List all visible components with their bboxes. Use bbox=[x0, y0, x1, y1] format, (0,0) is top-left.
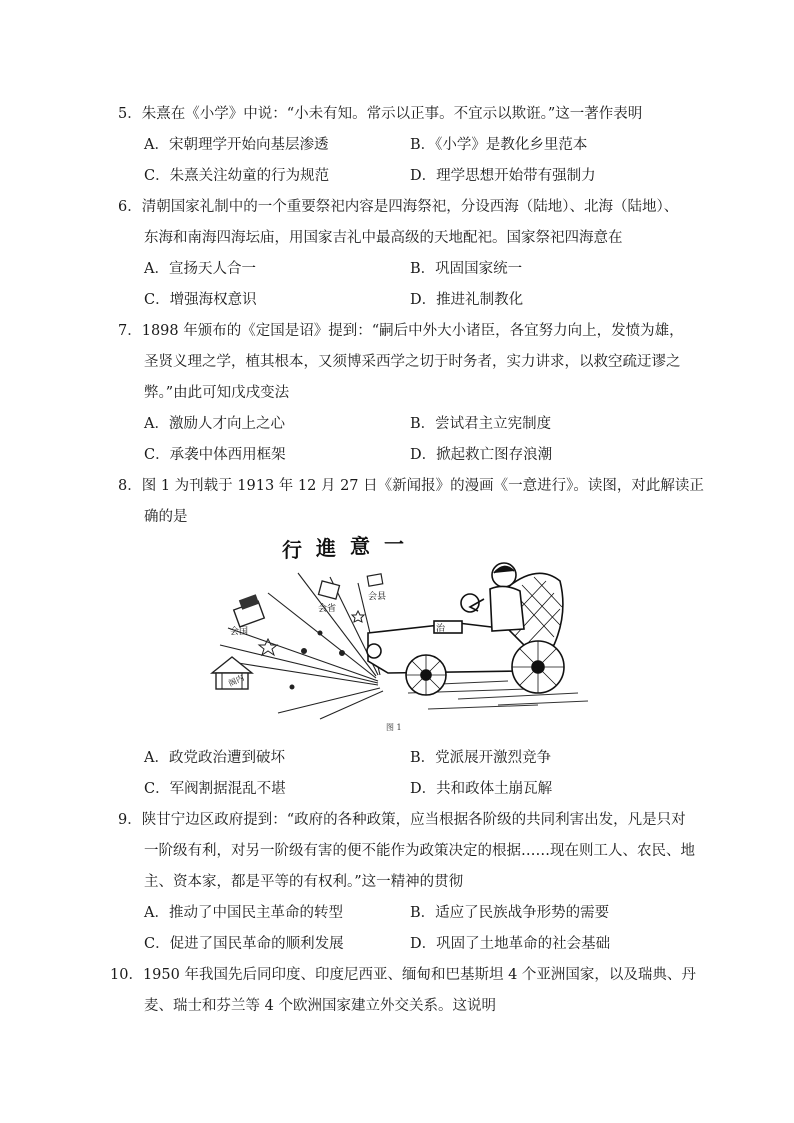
cartoon-title-char: 進 bbox=[316, 536, 336, 560]
question-stem: 主、资本家，都是平等的有权利。”这一精神的贯彻 bbox=[144, 874, 464, 890]
option-b: B．党派展开激烈竞争 bbox=[410, 750, 552, 766]
option-a: A．激励人才向上之心 bbox=[144, 416, 285, 432]
option-d: D．理学思想开始带有强制力 bbox=[410, 168, 596, 184]
label-xianhui: 会县 bbox=[368, 592, 387, 602]
debris-guohui bbox=[230, 594, 264, 637]
cartoon-title-char: 意 bbox=[350, 534, 370, 558]
label-neige: 阁内 bbox=[227, 673, 246, 689]
question-stem: 一阶级有利，对另一阶级有害的便不能作为政策决定的根据……现在则工人、农民、地 bbox=[144, 843, 695, 859]
cartoon-title-char: 一 bbox=[384, 533, 404, 556]
cartoon-illustration bbox=[208, 533, 590, 723]
star-marks bbox=[259, 611, 364, 689]
question-stem: 弊。”由此可知戊戌变法 bbox=[144, 385, 290, 401]
debris-neige bbox=[212, 657, 252, 689]
option-b: B．巩固国家统一 bbox=[410, 261, 523, 277]
option-d: D．推进礼制教化 bbox=[410, 292, 524, 308]
label-guohui: 会国 bbox=[230, 627, 249, 637]
option-b: B．《小学》是教化乡里范本 bbox=[410, 137, 588, 153]
question-stem: 圣贤义理之学，植其根本，又须博采西学之切于时务者，实力讲求，以救空疏迂谬之 bbox=[144, 354, 681, 370]
option-a: A．宋朝理学开始向基层渗透 bbox=[144, 137, 329, 153]
option-c: C．承袭中体西用框架 bbox=[144, 447, 286, 463]
cartoon-title-char: 行 bbox=[282, 538, 302, 562]
question-stem: 确的是 bbox=[144, 509, 188, 525]
option-b: B．尝试君主立宪制度 bbox=[410, 416, 552, 432]
question-stem: 5．朱熹在《小学》中说：“小未有知。常示以正事。不宜示以欺诳。”这一著作表明 bbox=[118, 106, 643, 122]
option-d: D．巩固了土地革命的社会基础 bbox=[410, 936, 611, 952]
option-c: C．朱熹关注幼童的行为规范 bbox=[144, 168, 330, 184]
option-a: A．推动了中国民主革命的转型 bbox=[144, 905, 343, 921]
debris-xianhui bbox=[367, 574, 386, 602]
cartoon-figure bbox=[208, 533, 590, 741]
question-stem: 8．图 1 为刊载于 1913 年 12 月 27 日《新闻报》的漫画《一意进行》。读图，对此解读正 bbox=[118, 478, 704, 494]
label-shenghui: 会省 bbox=[318, 604, 337, 614]
option-b: B．适应了民族战争形势的需要 bbox=[410, 905, 610, 921]
speed-lines bbox=[220, 573, 383, 719]
option-c: C．增强海权意识 bbox=[144, 292, 257, 308]
option-a: A．宣扬天人合一 bbox=[144, 261, 256, 277]
question-stem: 7．1898 年颁布的《定国是诏》提到：“嗣后中外大小诸臣，各宜努力向上，发愤为雄， bbox=[118, 323, 684, 339]
question-stem: 9．陕甘宁边区政府提到：“政府的各种政策，应当根据各阶级的共同利害出发，凡是只对 bbox=[118, 812, 686, 828]
option-c: C．促进了国民革命的顺利发展 bbox=[144, 936, 344, 952]
figure-caption: 图 1 bbox=[386, 723, 402, 732]
car bbox=[367, 563, 564, 695]
question-stem: 麦、瑞士和芬兰等 4 个欧洲国家建立外交关系。这说明 bbox=[144, 998, 496, 1014]
option-d: D．掀起救亡图存浪潮 bbox=[410, 447, 553, 463]
option-d: D．共和政体土崩瓦解 bbox=[410, 781, 553, 797]
debris-shenghui bbox=[318, 581, 340, 614]
question-stem: 10．1950 年我国先后同印度、印度尼西亚、缅甸和巴基斯坦 4 个亚洲国家，以及瑞典、丹 bbox=[110, 967, 696, 983]
question-stem: 6．清朝国家礼制中的一个重要祭祀内容是四海祭祀，分设西海（陆地）、北海（陆地）、 bbox=[118, 199, 679, 215]
option-c: C．军阀割据混乱不堪 bbox=[144, 781, 286, 797]
label-zhi: 治 bbox=[436, 624, 446, 634]
question-stem: 东海和南海四海坛庙，用国家吉礼中最高级的天地配祀。国家祭祀四海意在 bbox=[144, 230, 623, 246]
option-a: A．政党政治遭到破坏 bbox=[144, 750, 285, 766]
